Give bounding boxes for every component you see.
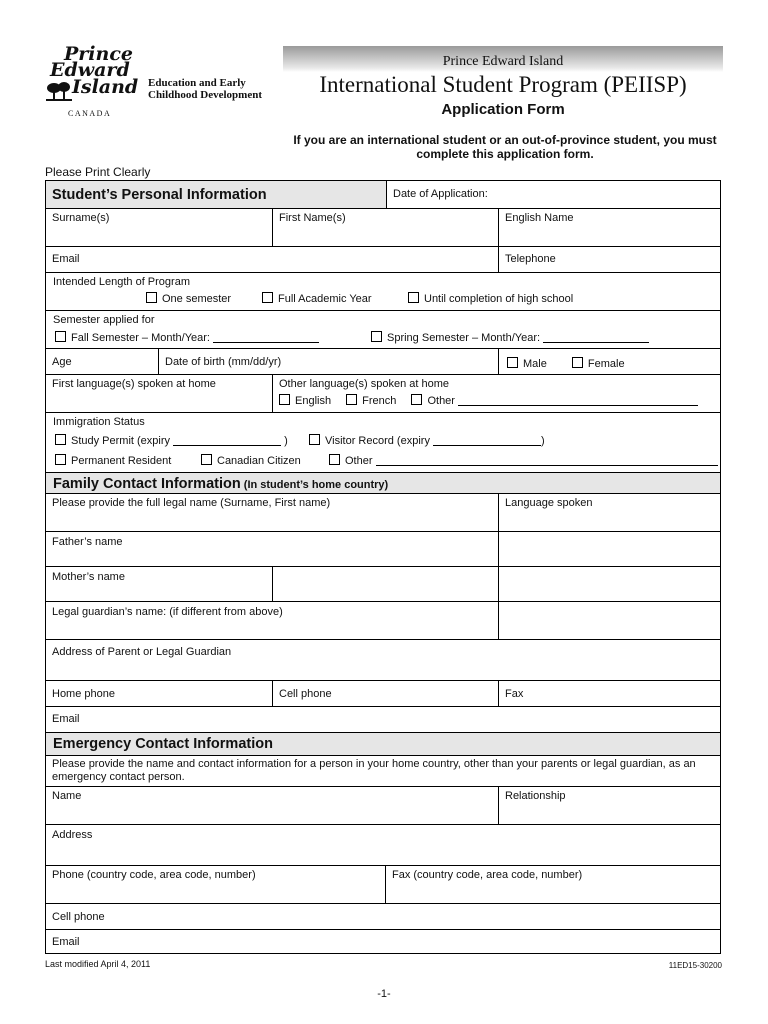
emergency-instruction: [46, 756, 721, 786]
language-spoken-header: [498, 494, 721, 531]
canadian-citizen-label: Canadian Citizen: [217, 455, 301, 467]
last-modified: Last modified April 4, 2011: [45, 959, 151, 969]
language-spoken-label: Language spoken: [505, 497, 593, 509]
family-header-row: [46, 473, 720, 494]
age-label: Age: [52, 356, 72, 368]
emergency-cell-label: Cell phone: [52, 911, 105, 923]
spring-checkbox[interactable]: [371, 331, 382, 342]
family-email-label: Email: [52, 713, 80, 725]
visitor-record-label: Visitor Record (expiry: [325, 435, 430, 447]
other-language-options: [279, 394, 715, 407]
guardian-name-field[interactable]: [46, 602, 498, 639]
guardian-language-field[interactable]: [498, 602, 721, 639]
fall-label: Fall Semester – Month/Year:: [71, 332, 210, 344]
emergency-phone-field[interactable]: [46, 866, 385, 903]
guardian-row: [46, 602, 720, 640]
surname-field[interactable]: [46, 209, 272, 246]
emergency-address-row: [46, 825, 720, 866]
family-title-text: Family Contact Information: [53, 476, 241, 492]
parent-address-row: [46, 640, 720, 681]
parent-address-field[interactable]: [46, 640, 721, 680]
spring-semester-option[interactable]: [371, 331, 649, 344]
visitor-record-close: ): [541, 435, 545, 447]
emergency-instruction-text: Please provide the name and contact information for a person in your home country, other than your parents or legal guardian, as an emergency contact person.: [52, 758, 696, 783]
family-cell-phone-field[interactable]: [272, 681, 498, 706]
personal-section-title: [46, 181, 386, 208]
english-name-label: English Name: [505, 212, 574, 224]
emergency-name-label: Name: [52, 790, 82, 802]
immigration-label: Immigration Status: [53, 416, 145, 428]
emergency-email-row: [46, 930, 720, 954]
languages-row: [46, 375, 720, 413]
department-line-1: Education and Early: [148, 77, 246, 89]
until-completion-checkbox[interactable]: [408, 292, 419, 303]
study-permit-option[interactable]: [55, 434, 288, 447]
application-form: [45, 180, 721, 954]
family-instruction: [46, 494, 498, 531]
male-label: Male: [523, 358, 547, 370]
english-name-field[interactable]: [498, 209, 721, 246]
page-number: -1-: [377, 988, 391, 1000]
dob-field[interactable]: [158, 349, 498, 374]
other-status-option[interactable]: [329, 454, 718, 467]
personal-title-text: Student’s Personal Information: [52, 187, 267, 203]
family-phone-row: [46, 681, 720, 707]
pei-logo: [44, 43, 144, 122]
spring-date-line[interactable]: [543, 332, 649, 343]
family-fax-label: Fax: [505, 688, 524, 700]
mother-name-extra-field[interactable]: [272, 567, 498, 601]
one-semester-checkbox[interactable]: [146, 292, 157, 303]
option-until-completion[interactable]: [408, 292, 573, 305]
study-permit-expiry-line[interactable]: [173, 435, 281, 446]
french-label: French: [362, 395, 397, 407]
date-of-application-label: Date of Application:: [393, 188, 488, 200]
email-row: [46, 247, 720, 273]
age-row: [46, 349, 720, 375]
emergency-name-field[interactable]: [46, 787, 498, 824]
emergency-phone-row: [46, 866, 720, 904]
permanent-resident-label: Permanent Resident: [71, 455, 172, 467]
logo-word-2: Edward: [50, 59, 130, 81]
parent-address-label: Address of Parent or Legal Guardian: [52, 646, 232, 658]
emergency-cell-row: [46, 904, 720, 930]
first-name-label: First Name(s): [279, 212, 346, 224]
visitor-record-checkbox[interactable]: [309, 434, 320, 445]
family-email-row: [46, 707, 720, 733]
fall-date-line[interactable]: [213, 332, 319, 343]
female-label: Female: [587, 358, 625, 370]
program-length-row: [46, 273, 720, 311]
student-email-field[interactable]: [46, 247, 498, 272]
intro-text: If you are an international student or an out-of-province student, you must complete this application form.: [293, 133, 717, 161]
semester-row: [46, 311, 720, 349]
canadian-citizen-option[interactable]: [201, 454, 301, 467]
immigration-row: [46, 413, 720, 473]
full-year-checkbox[interactable]: [262, 292, 273, 303]
print-clearly-note: Please Print Clearly: [45, 165, 151, 179]
other-status-line[interactable]: [376, 455, 718, 466]
first-name-field[interactable]: [272, 209, 498, 246]
father-language-field[interactable]: [498, 532, 721, 566]
province-name: Prince Edward Island: [442, 54, 564, 69]
english-checkbox[interactable]: [279, 394, 290, 405]
logo-word-3: Island: [72, 76, 139, 98]
form-title: Application Form: [441, 101, 565, 118]
father-name-label: Father’s name: [52, 536, 123, 548]
logo-word-1: Prince: [64, 43, 133, 65]
other-status-checkbox[interactable]: [329, 454, 340, 465]
female-checkbox[interactable]: [572, 357, 583, 368]
mother-name-label: Mother’s name: [52, 571, 125, 583]
emergency-header-row: [46, 733, 720, 756]
option-one-semester[interactable]: [146, 292, 231, 305]
first-language-field[interactable]: [46, 375, 272, 412]
telephone-field[interactable]: [498, 247, 721, 272]
visitor-record-option[interactable]: [309, 434, 545, 447]
emergency-address-field[interactable]: [46, 825, 721, 865]
surname-label: Surname(s): [52, 212, 110, 224]
family-fax-field[interactable]: [498, 681, 721, 706]
family-email-field[interactable]: [46, 707, 721, 732]
one-semester-label: One semester: [162, 293, 232, 305]
emergency-phone-label: Phone (country code, area code, number): [52, 869, 256, 881]
study-permit-checkbox[interactable]: [55, 434, 66, 445]
family-section-title: [53, 476, 388, 492]
guardian-name-label: Legal guardian’s name: (if different from above): [52, 606, 283, 618]
semester-label: Semester applied for: [53, 314, 155, 326]
other-status-label: Other: [345, 455, 373, 467]
logo-country: CANADA: [68, 109, 112, 118]
tree-icon: [46, 82, 72, 102]
visitor-record-expiry-line[interactable]: [433, 435, 541, 446]
home-phone-field[interactable]: [46, 681, 272, 706]
telephone-label: Telephone: [505, 253, 556, 265]
family-title-sub: (In student’s home country): [243, 479, 389, 491]
first-language-label: First language(s) spoken at home: [52, 378, 216, 390]
home-phone-label: Home phone: [52, 688, 115, 700]
emergency-name-row: [46, 787, 720, 825]
relationship-field[interactable]: [498, 787, 721, 824]
emergency-address-label: Address: [52, 829, 93, 841]
canadian-citizen-checkbox[interactable]: [201, 454, 212, 465]
study-permit-close: ): [284, 435, 288, 447]
spring-label: Spring Semester – Month/Year:: [387, 332, 541, 344]
other-language-checkbox[interactable]: [411, 394, 422, 405]
father-name-field[interactable]: [46, 532, 498, 566]
name-row: [46, 209, 720, 247]
family-cell-phone-label: Cell phone: [279, 688, 332, 700]
french-checkbox[interactable]: [346, 394, 357, 405]
student-email-label: Email: [52, 253, 80, 265]
option-full-year[interactable]: [262, 292, 372, 305]
study-permit-label: Study Permit (expiry: [71, 435, 171, 447]
permanent-resident-checkbox[interactable]: [55, 454, 66, 465]
relationship-label: Relationship: [505, 790, 566, 802]
fall-semester-option[interactable]: [55, 331, 319, 344]
program-title: International Student Program (PEIISP): [319, 72, 687, 97]
age-field[interactable]: [46, 349, 158, 374]
until-completion-label: Until completion of high school: [424, 293, 574, 305]
fall-checkbox[interactable]: [55, 331, 66, 342]
male-checkbox[interactable]: [507, 357, 518, 368]
other-language-field: [272, 375, 721, 412]
emergency-instruction-row: [46, 756, 720, 787]
emergency-email-field[interactable]: [46, 930, 721, 954]
emergency-email-label: Email: [52, 936, 80, 948]
dob-label: Date of birth (mm/dd/yr): [165, 356, 282, 368]
english-label: English: [295, 395, 332, 407]
department-name: [148, 77, 262, 101]
mother-name-field[interactable]: [46, 567, 272, 601]
family-instruction-row: [46, 494, 720, 532]
other-language-line[interactable]: [458, 395, 698, 406]
mother-row: [46, 567, 720, 602]
other-language-option-label: Other: [427, 395, 455, 407]
emergency-cell-field[interactable]: [46, 904, 721, 929]
emergency-fax-label: Fax (country code, area code, number): [392, 869, 583, 881]
form-code: 11ED15-30200: [668, 961, 722, 970]
permanent-resident-option[interactable]: [55, 454, 171, 467]
father-row: [46, 532, 720, 567]
other-language-label: Other language(s) spoken at home: [279, 378, 449, 390]
mother-language-field[interactable]: [498, 567, 721, 601]
emergency-title-text: Emergency Contact Information: [53, 736, 273, 752]
date-of-application-field[interactable]: [386, 181, 721, 208]
program-length-label: Intended Length of Program: [53, 276, 190, 288]
department-line-2: Childhood Development: [148, 89, 262, 101]
family-instruction-text: Please provide the full legal name (Surname, First name): [52, 497, 331, 509]
personal-header-row: [46, 181, 720, 209]
emergency-fax-field[interactable]: [385, 866, 721, 903]
gender-field: [498, 349, 721, 374]
emergency-section-title: [53, 736, 273, 752]
full-year-label: Full Academic Year: [278, 293, 372, 305]
